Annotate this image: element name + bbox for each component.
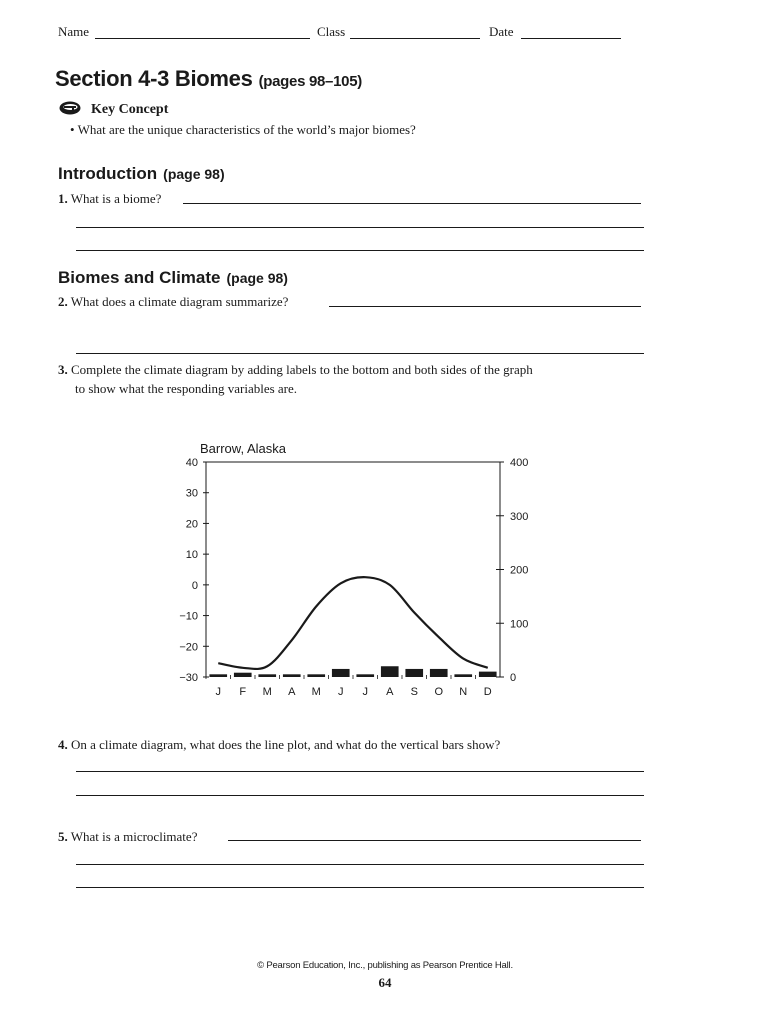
question-4-number: 4. xyxy=(58,737,68,752)
precipitation-bar xyxy=(381,666,399,677)
question-1-number: 1. xyxy=(58,191,68,206)
answer-4-line-1[interactable] xyxy=(76,771,644,772)
section-title xyxy=(55,66,362,92)
answer-5-line-3[interactable] xyxy=(76,887,644,888)
climate-pages: (page 98) xyxy=(226,270,288,286)
precipitation-bar xyxy=(283,674,301,677)
month-label: A xyxy=(386,686,394,698)
question-2-number: 2. xyxy=(58,294,68,309)
month-label: J xyxy=(362,686,368,698)
chart-frame xyxy=(206,462,500,677)
precipitation-bar xyxy=(209,674,227,677)
answer-5-line-1[interactable] xyxy=(228,840,641,841)
precipitation-bar xyxy=(258,674,276,677)
climate-heading xyxy=(58,268,288,288)
precipitation-bar xyxy=(405,669,423,677)
question-3 xyxy=(58,362,533,378)
chart-title: Barrow, Alaska xyxy=(200,441,286,456)
month-label: A xyxy=(288,686,296,698)
question-1 xyxy=(58,191,161,207)
date-label: Date xyxy=(489,24,514,39)
month-label: S xyxy=(410,686,418,698)
left-axis xyxy=(179,457,209,684)
answer-1-line-1[interactable] xyxy=(183,203,641,204)
month-label: D xyxy=(483,686,492,698)
intro-pages: (page 98) xyxy=(163,166,225,182)
answer-1-line-3[interactable] xyxy=(76,250,644,251)
key-concept-bullet: • What are the unique characteristics of the world’s major biomes? xyxy=(70,122,416,137)
key-concept-label: Key Concept xyxy=(91,102,169,117)
precipitation-bar xyxy=(430,669,448,677)
question-4-text: On a climate diagram, what does the line plot, and what do the vertical bars show? xyxy=(71,737,501,752)
month-label: J xyxy=(338,686,344,698)
left-tick-label: 20 xyxy=(185,518,198,531)
intro-heading xyxy=(58,164,225,184)
precipitation-bar xyxy=(479,672,497,677)
key-icon xyxy=(58,100,82,116)
question-5-number: 5. xyxy=(58,829,68,844)
precipitation-bar xyxy=(454,674,472,677)
question-4 xyxy=(58,737,500,753)
month-axis xyxy=(206,675,492,698)
month-label: F xyxy=(239,686,247,698)
question-3-line-1: Complete the climate diagram by adding labels to the bottom and both sides of the graph xyxy=(71,362,533,377)
section-pages: (pages 98–105) xyxy=(258,73,362,90)
climate-heading-text: Biomes and Climate xyxy=(58,268,221,287)
name-field[interactable] xyxy=(95,38,310,39)
precipitation-bar xyxy=(307,674,325,677)
date-field[interactable] xyxy=(521,38,621,39)
left-tick-label: 40 xyxy=(185,457,198,469)
answer-4-line-2[interactable] xyxy=(76,795,644,796)
right-axis xyxy=(496,457,528,684)
answer-2-line-1[interactable] xyxy=(329,306,641,307)
left-tick-label: −30 xyxy=(179,672,198,684)
left-tick-label: 0 xyxy=(191,579,198,592)
left-tick-label: −20 xyxy=(179,641,198,654)
left-tick-label: 10 xyxy=(185,549,198,562)
left-tick-label: −10 xyxy=(179,610,198,623)
temperature-line xyxy=(218,577,488,669)
right-tick-label: 100 xyxy=(510,618,529,631)
question-2 xyxy=(58,294,288,310)
name-label: Name xyxy=(58,24,90,39)
answer-2-line-2[interactable] xyxy=(76,353,644,354)
left-tick-label: 30 xyxy=(185,487,198,500)
copyright-notice: © Pearson Education, Inc., publishing as Pearson Prentice Hall. xyxy=(257,960,513,971)
month-label: M xyxy=(311,686,321,698)
section-title-text: Section 4-3 Biomes xyxy=(55,66,253,91)
answer-1-line-2[interactable] xyxy=(76,227,644,228)
precipitation-bar xyxy=(356,674,374,677)
month-label: O xyxy=(434,686,444,698)
question-2-text: What does a climate diagram summarize? xyxy=(70,294,289,309)
month-label: J xyxy=(215,686,221,698)
climate-diagram xyxy=(170,435,530,705)
right-tick-label: 200 xyxy=(510,564,529,577)
right-tick-label: 400 xyxy=(510,457,529,469)
question-1-text: What is a biome? xyxy=(70,191,162,206)
class-field[interactable] xyxy=(350,38,480,39)
answer-5-line-2[interactable] xyxy=(76,864,644,865)
question-5 xyxy=(58,829,197,845)
precipitation-bar xyxy=(332,669,350,677)
month-label: N xyxy=(459,686,468,698)
right-tick-label: 300 xyxy=(510,510,529,523)
month-label: M xyxy=(262,686,272,698)
class-label: Class xyxy=(317,24,346,39)
precipitation-bar xyxy=(234,673,252,677)
page-number: 64 xyxy=(378,975,392,990)
right-tick-label: 0 xyxy=(510,672,517,684)
question-3-number: 3. xyxy=(58,362,68,377)
question-3-line-2: to show what the responding variables are. xyxy=(75,381,298,396)
intro-heading-text: Introduction xyxy=(58,164,158,183)
question-5-text: What is a microclimate? xyxy=(70,829,198,844)
